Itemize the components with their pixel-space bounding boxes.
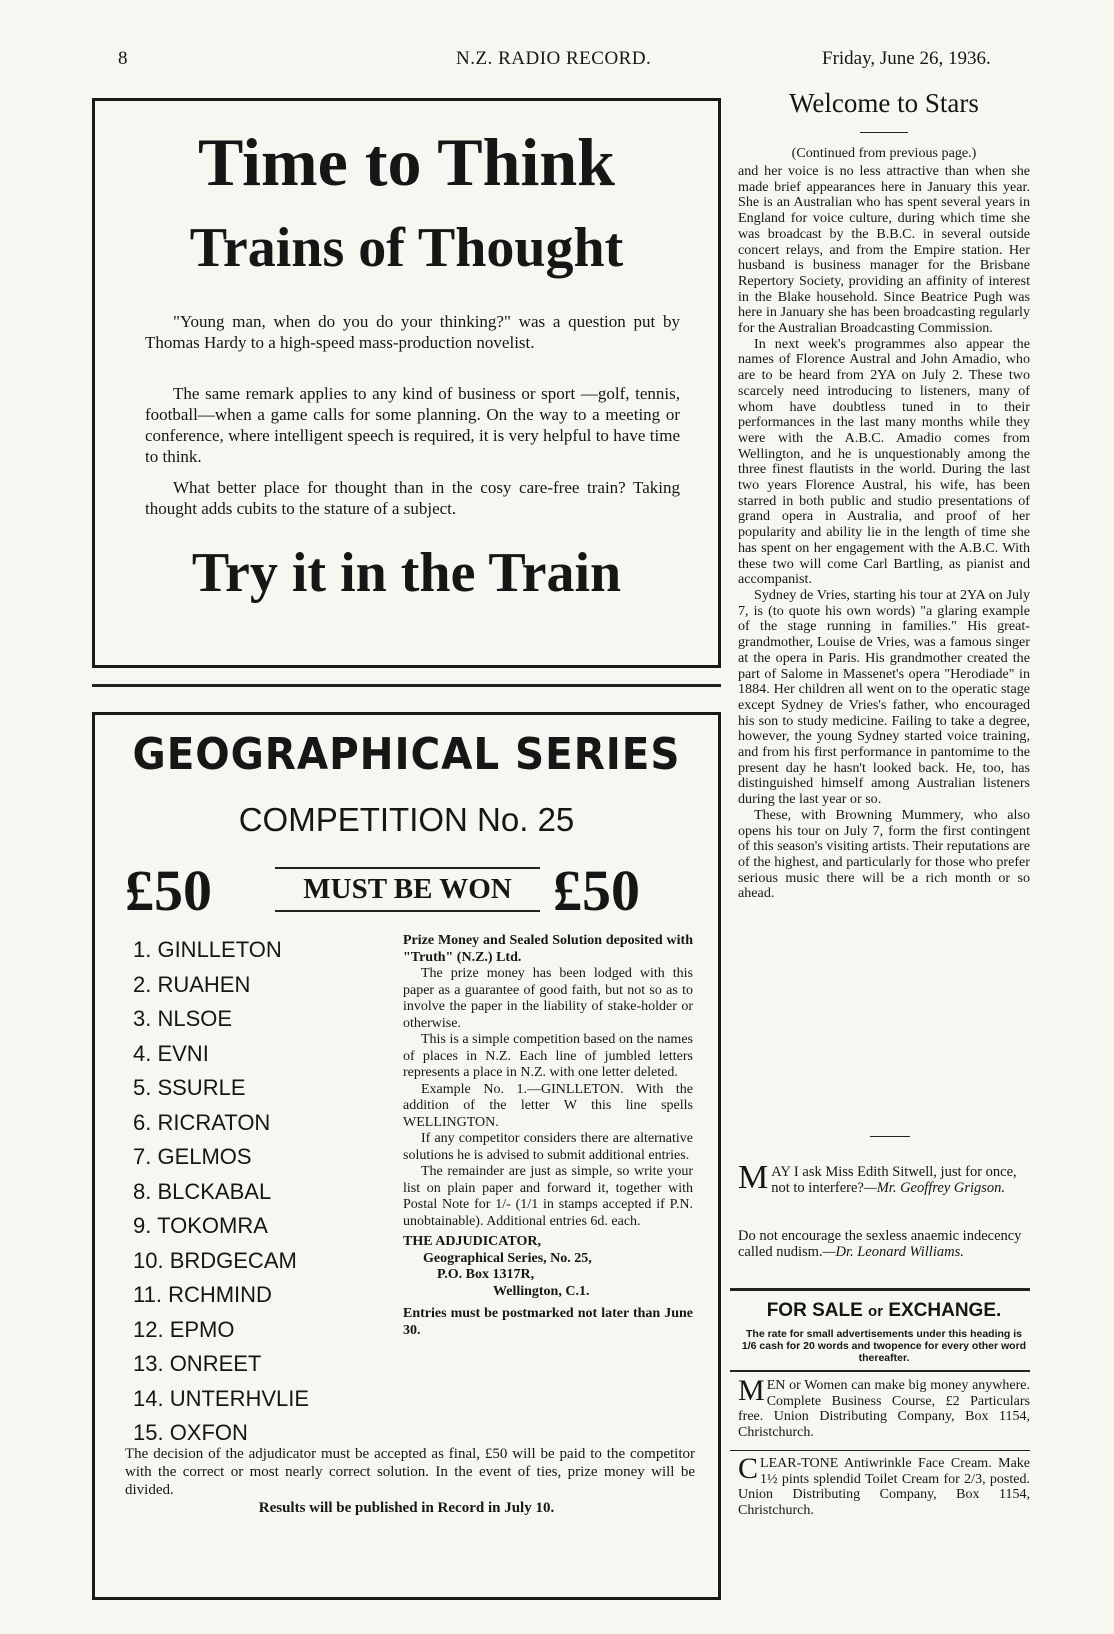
list-item: 2. RUAHEN — [133, 971, 251, 997]
jumbled-words-list — [133, 933, 393, 1451]
list-item: 9. TOKOMRA — [133, 1213, 268, 1238]
ad-paragraph-1: "Young man, when do you do your thinking?" was a question put by Thomas Hardy to a high-speed mass-production novelist. — [145, 312, 680, 352]
must-be-won: MUST BE WON — [275, 867, 540, 912]
rule-paragraph: The prize money has been lodged with this paper as a guarantee of good faith, but not so as to involve the paper in the liability of stake-holder or otherwise. — [403, 966, 693, 1031]
publication-title: N.Z. RADIO RECORD. — [456, 48, 652, 69]
address-line: Geographical Series, No. 25, — [423, 1250, 592, 1266]
advert-rate: The rate for small advertisements under this heading is 1/6 cash for 20 words and twopence for every other word thereafter. — [741, 1328, 1027, 1364]
competition-rules — [403, 933, 693, 1339]
results-notice: Results will be published in Record in July 10. — [258, 1500, 555, 1516]
classified-ad-clear-tone: CLEAR-TONE Antiwrinkle Face Cream. Make 1½ pints splendid Toilet Cream for 2/3, posted. Union Distributing Company, Box 1154, Christchurch. — [738, 1452, 1030, 1518]
for-sale-top-rule — [730, 1288, 1030, 1291]
prize-amount-left: £50 — [125, 858, 212, 923]
article-paragraph: These, with Browning Mummery, who also opens his tour on July 7, form the first contingent of this season's visiting artists. Their reputations are of the highest, and particularly for those who prefer serious music there will be a rich month or so ahead. — [738, 806, 1030, 902]
rate-rule — [730, 1370, 1030, 1372]
drop-cap: M — [738, 1159, 769, 1196]
drop-cap: C — [738, 1452, 759, 1485]
drop-cap: M — [738, 1374, 765, 1407]
list-item: 10. BRDGECAM — [133, 1247, 297, 1273]
article-paragraph: In next week's programmes also appear the names of Florence Austral and John Amadio, who are to be heard from 2YA on July 2. These two scarcely need introducing to listeners, many of whom have doubtless tuned in to their performances in the last many months while they were with the A.B.C. Amadio comes from Wellington, and he is unquestionably among the three finest flautists in the world. During the last two years Florence Austral, his wife, has been starred in both public and studio presentations of grand opera in Australia, and proof of her popularity and ability lie in the length of time she has spent on her engagement with the A.B.C. With these two will come Carl Bartling, as pianist and accompanist. — [738, 335, 1030, 588]
continued-note: (Continued from previous page.) — [791, 145, 977, 161]
entry-deadline: Entries must be postmarked not later than June 30. — [403, 1306, 693, 1338]
list-item: 6. RICRATON — [133, 1109, 271, 1135]
rule-paragraph: The remainder are just as simple, so write your list on plain paper and forward it, together with Postal Note for 1/- (1/1 in stamps accepted if P.N. unobtainable). Additional entries 6d. each. — [403, 1164, 693, 1229]
list-item: 4. EVNI — [133, 1040, 209, 1066]
classified-rule — [730, 1450, 1030, 1451]
headline-time-to-think: Time to Think — [198, 124, 615, 200]
title-rule — [860, 132, 908, 133]
list-item: 13. ONREET — [133, 1351, 262, 1376]
rule-paragraph: If any competitor considers there are alternative solutions he is advised to submit additional entries. — [403, 1131, 693, 1163]
issue-date: Friday, June 26, 1936. — [822, 48, 991, 69]
address-line: P.O. Box 1317R, — [437, 1267, 535, 1282]
quote-author: —Dr. Leonard Williams. — [822, 1244, 964, 1260]
page-number: 8 — [118, 48, 128, 69]
divider-rule — [92, 684, 721, 687]
prize-amount-right: £50 — [553, 858, 640, 923]
list-item: 11. RCHMIND — [133, 1282, 272, 1307]
address-line: Wellington, C.1. — [493, 1283, 590, 1299]
classified-ad-business-course: MEN or Women can make big money anywhere. Complete Business Course, £2 Particulars free. Union Distributing Company, Box 1154, Christchurch. — [738, 1374, 1030, 1440]
ad-paragraph-3: What better place for thought than in the cosy care-free train? Taking thought adds cubits to the stature of a subject. — [145, 478, 680, 518]
article-end-rule — [870, 1136, 910, 1137]
list-item: 7. GELMOS — [133, 1144, 252, 1169]
list-item: 15. OXFON — [133, 1420, 248, 1445]
address-line: THE ADJUDICATOR, — [403, 1234, 541, 1249]
quote-sitwell: MAY I ask Miss Edith Sitwell, just for once, not to interfere?—Mr. Geoffrey Grigson. — [738, 1159, 1017, 1196]
rules-heading: Prize Money and Sealed Solution deposited with "Truth" (N.Z.) Ltd. — [403, 933, 693, 965]
time-to-think-ad — [92, 98, 721, 668]
geographical-series-ad — [92, 712, 721, 1600]
headline-trains-of-thought: Trains of Thought — [189, 217, 624, 279]
list-item: 12. EPMO — [133, 1316, 235, 1342]
list-item: 3. NLSOE — [133, 1006, 233, 1031]
quote-williams: Do not encourage the sexless anaemic indecency called nudism.—Dr. Leonard Williams. — [738, 1228, 1022, 1260]
rule-paragraph: Example No. 1.—GINLLETON. With the addition of the letter W this line spells WELLINGTON. — [403, 1081, 693, 1130]
list-item: 1. GINLLETON — [133, 937, 282, 962]
for-sale-heading: FOR SALE or EXCHANGE. — [766, 1300, 1002, 1321]
adjudicator-address — [403, 1234, 693, 1300]
list-item: 8. BLCKABAL — [133, 1178, 272, 1204]
ad-paragraph-2: The same remark applies to any kind of business or sport —golf, tennis, football—when a game calls for some planning. On the way to a meeting or conference, where intelligent speech is required, it is very helpful to have time to think. — [145, 384, 680, 466]
rule-paragraph: This is a simple competition based on the names of places in N.Z. Each line of jumbled letters represents a place in N.Z. with one letter deleted. — [403, 1032, 693, 1080]
tagline: Try it in the Train — [191, 542, 622, 604]
adjudicator-decision: The decision of the adjudicator must be accepted as final, £50 will be paid to the competitor with the correct or most nearly correct solution. In the event of ties, prize money will be divided. — [125, 1446, 695, 1498]
quote-author: —Mr. Geoffrey Grigson. — [863, 1180, 1006, 1196]
article-paragraph: Sydney de Vries, starting his tour at 2YA on July 7, is (to quote his own words) "a glaring example of the stage running in families." His great-grandmother, Louise de Vries, was a famous singer at the opera in Paris. His grandmother created the part of Salome in Massenet's opera "Herodiade" in 1884. Her children all went on to the operatic stage except Sydney de Vries's father, who encouraged his son to study medicine. Failing to take a degree, however, the young Sydney started voice training, and from his first performance in pantomime to the present day he hasn't looked back. He, too, has distinguished himself among Australian listeners during the last year or so. — [738, 586, 1030, 808]
list-item: 5. SSURLE — [133, 1075, 246, 1100]
competition-title: GEOGRAPHICAL SERIES — [132, 729, 681, 780]
list-item: 14. UNTERHVLIE — [133, 1385, 310, 1411]
article-body — [738, 164, 1030, 902]
competition-number: COMPETITION No. 25 — [238, 801, 575, 838]
article-title: Welcome to Stars — [789, 88, 979, 118]
article-paragraph: and her voice is no less attractive than when she made brief appearances here in January this year. She is an Australian who has spent several years in England for voice culture, during which time she was broadcast by the B.B.C. in several outside concert relays, and from the Empire station. Her husband is business manager for the Brisbane Repertory Society, providing an affinity of interest in the Blake household. Since Beatrice Pugh was here in January she has been broadcasting regularly for the Australian Broadcasting Commission. — [738, 163, 1030, 337]
